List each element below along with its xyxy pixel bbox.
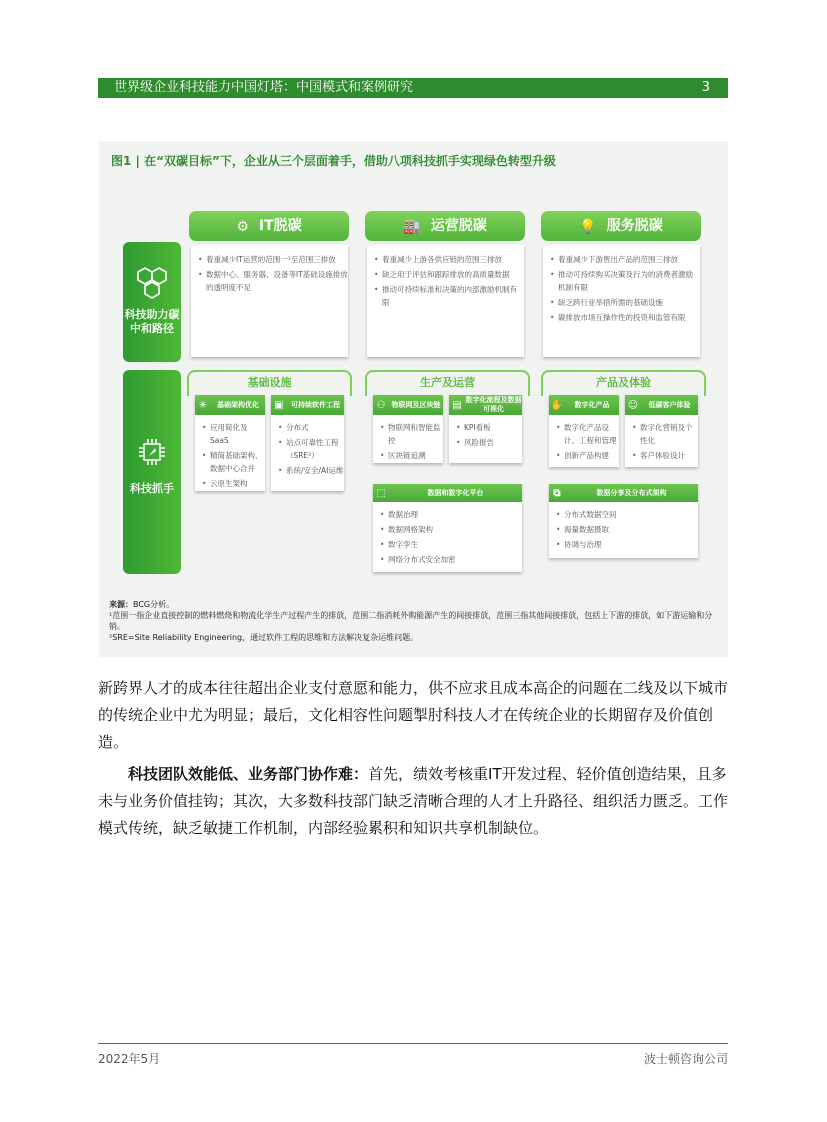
section-infrastructure [187, 370, 352, 396]
section-title: 产品及体验 [596, 376, 651, 389]
figure-panel [99, 141, 728, 657]
list-item: • 分布式 [278, 421, 344, 434]
list-item: • 缺乏跨行业举措所需的基础设施 [550, 296, 700, 309]
list-item: • 网络分布式安全加密 [380, 553, 522, 566]
card-header: ☺ 低碳客户体验 [625, 395, 698, 415]
list-item: • 数字化营销及个性化 [632, 421, 698, 447]
card-header: ▣ 可持续软件工程 [271, 395, 344, 415]
card-header: ⚇ 物联网及区块链 [373, 395, 443, 415]
paragraph-lead: 科技团队效能低、业务部门协作难： [128, 765, 369, 783]
list-item: • 数据中心、服务器、设备等IT基础设施排放的透明度不足 [198, 268, 348, 294]
card-header: ▤ 数字化流程及数据可视化 [449, 395, 522, 415]
card-infra-architecture [195, 395, 265, 491]
list-item: • 数据治理 [380, 508, 522, 521]
figure-title: 图1 | 在“双碳目标”下，企业从三个层面着手，借助八项科技抓手实现绿色转型升级 [111, 154, 556, 168]
list-item: • 数字孪生 [380, 538, 522, 551]
footer-divider [98, 1043, 728, 1044]
list-item: • 区块链追溯 [380, 449, 443, 462]
lightbulb-icon: 💡 [579, 219, 597, 235]
page-number: 3 [701, 80, 710, 95]
tab-service-decarbonization [541, 211, 701, 241]
footer-date: 2022年5月 [98, 1052, 161, 1066]
card-it-decarbonization [191, 245, 348, 357]
footer-organization: 波士顿咨询公司 [643, 1052, 728, 1066]
body-paragraph-2: 科技团队效能低、业务部门协作难：首先，绩效考核重IT开发过程、轻价值创造结果，且多未与业务价值挂钩；其次，大多数科技部门缺乏清晰合理的人才上升路径、组织活力匮乏。工作模式传统，缺乏敏捷工作机制，内部经验累积和知识共享机制缺位。 [98, 765, 729, 837]
list-item: • 数字化产品设计、工程和管理 [556, 421, 619, 447]
list-item: • 客户体验设计 [632, 449, 698, 462]
card-sustainable-software [271, 395, 344, 491]
page-header-bar [98, 78, 728, 98]
list-item: • 着重减少下游售出产品的范围三排放 [550, 253, 700, 266]
list-item: • 风险报告 [456, 436, 522, 449]
card-iot-blockchain [373, 395, 443, 463]
platform-icon: ⬚ [376, 487, 386, 499]
card-header: ✋ 数字化产品 [549, 395, 619, 415]
tab-label: 服务脱碳 [606, 218, 663, 234]
list-item: • 分布式数据空间 [556, 508, 698, 521]
list-item: • 着重减少IT运营的范围一¹至范围三排放 [198, 253, 348, 266]
list-item: • 缺乏用于评估和跟踪排放的高质量数据 [374, 268, 524, 281]
list-item: • 数据网格架构 [380, 523, 522, 536]
list-item: • 云原生架构 [202, 477, 265, 490]
factory-icon: 🏭 [403, 219, 421, 235]
list-item: • 精简基础架构、数据中心合并 [202, 449, 265, 475]
hand-icon: ✋ [550, 399, 564, 411]
card-operations-decarbonization [367, 245, 524, 357]
list-item: • 创新产品构建 [556, 449, 619, 462]
card-digital-process [449, 395, 522, 463]
customer-icon: ☺ [627, 399, 639, 411]
card-data-platform [373, 484, 522, 572]
row-label-text: 科技助力碳中和路径 [124, 308, 180, 335]
tab-operations-decarbonization [365, 211, 525, 241]
row-label-carbon-path [123, 242, 181, 362]
list-item: • 着重减少上游各供应链的范围三排放 [374, 253, 524, 266]
section-production-operations [365, 370, 530, 396]
hexagon-molecule-icon [134, 264, 170, 300]
card-low-carbon-cx [625, 395, 698, 467]
tab-it-decarbonization [189, 211, 349, 241]
network-icon: ✳ [198, 399, 208, 411]
data-share-icon: ⧉ [553, 487, 561, 499]
card-header: ⧉ 数据分享及分布式架构 [549, 484, 698, 502]
list-item: • 推动可持续标准和决策的内部激励机制有限 [374, 283, 524, 309]
body-paragraph-1: 新跨界人才的成本往往超出企业支付意愿和能力，供不应求且成本高企的问题在二线及以下城市的传统企业中尤为明显；最后，文化相容性问题掣肘科技人才在传统企业的长期留存及价值创造。 [98, 679, 729, 751]
chip-icon [136, 436, 168, 468]
iot-icon: ⚇ [376, 399, 386, 411]
list-item: • 应用简化及SaaS [202, 421, 265, 447]
section-title: 基础设施 [247, 376, 292, 389]
list-item: • 物联网和智能监控 [380, 421, 443, 447]
card-header: ✳ 基础架构优化 [195, 395, 265, 415]
card-service-decarbonization [543, 245, 700, 357]
list-item: • KPI看板 [456, 421, 522, 434]
section-product-experience [541, 370, 706, 396]
gear-cluster-icon: ⚙ [236, 219, 249, 235]
source-line: 来源：BCG分析。 [109, 600, 175, 609]
list-item: • 系统/安全/AI运维 [278, 464, 344, 477]
dashboard-icon: ▤ [452, 399, 462, 411]
footnote-1: ¹范围一指企业直接控制的燃料燃烧和物流化学生产过程产生的排放，范围二指消耗外购能源产生的间接排放，范围三指其他间接排放，包括上下游的排放，如下游运输和分销。 [109, 611, 713, 631]
list-item: • 海量数据摄取 [556, 523, 698, 536]
card-header: ⬚ 数据和数字化平台 [373, 484, 522, 502]
card-digital-product [549, 395, 619, 467]
tab-label: IT脱碳 [258, 218, 302, 234]
row-label-text: 科技抓手 [130, 482, 174, 495]
figure-notes [109, 599, 719, 643]
list-item: • 碳排放市场互操作性的投资和监管有限 [550, 311, 700, 324]
list-item: • 推动可持续购买决策及行为的消费者激励机制有限 [550, 268, 700, 294]
list-item: • 站点可靠性工程（SRE²） [278, 436, 344, 462]
section-title: 生产及运营 [420, 376, 475, 389]
code-window-icon: ▣ [274, 399, 284, 411]
document-title: 世界级企业科技能力中国灯塔：中国模式和案例研究 [114, 80, 414, 95]
card-data-sharing [549, 484, 698, 558]
list-item: • 协调与治理 [556, 538, 698, 551]
tab-label: 运营脱碳 [430, 218, 487, 234]
row-label-tech-levers [123, 370, 181, 574]
footnote-2: ²SRE=Site Reliability Engineering，通过软件工程的思维和方法解决复杂运维问题。 [109, 633, 419, 642]
